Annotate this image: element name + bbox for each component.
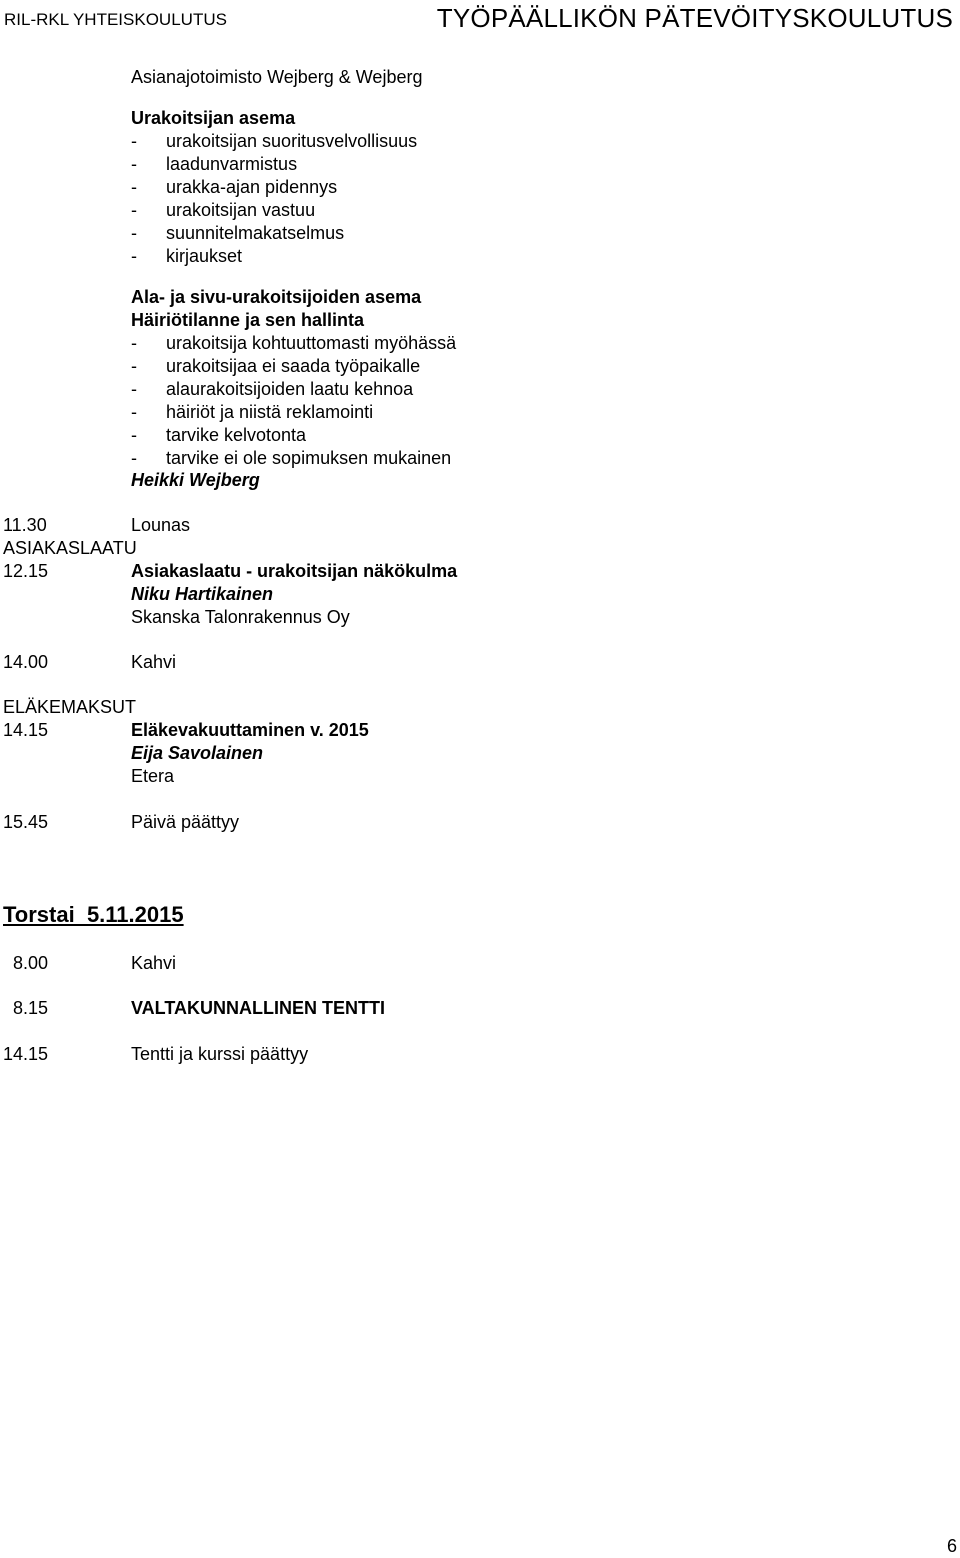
list-dash: - xyxy=(131,356,137,376)
list-dash: - xyxy=(131,448,137,468)
list-dash: - xyxy=(131,333,137,353)
elakemaksut-title: Eläkevakuuttaminen v. 2015 xyxy=(131,720,369,740)
list-dash: - xyxy=(131,379,137,399)
list-item: urakoitsijaa ei saada työpaikalle xyxy=(166,356,421,376)
list-item: suunnitelmakatselmus xyxy=(166,223,345,243)
thursday-label: Kahvi xyxy=(131,953,177,973)
list-dash: - xyxy=(131,246,137,266)
elakemaksut-time: 14.15 xyxy=(3,720,49,740)
org-wejberg: Asianajotoimisto Wejberg & Wejberg xyxy=(131,67,423,87)
list-dash: - xyxy=(131,425,137,445)
dayend-time: 15.45 xyxy=(3,812,49,832)
speaker-hartikainen: Niku Hartikainen xyxy=(131,584,274,604)
list-dash: - xyxy=(131,200,137,220)
section2-title1: Ala- ja sivu-urakoitsijoiden asema xyxy=(131,287,422,307)
list-item: tarvike kelvotonta xyxy=(166,425,307,445)
thursday-time: 8.15 xyxy=(13,998,49,1018)
thursday-time: 8.00 xyxy=(13,953,49,973)
org-skanska: Skanska Talonrakennus Oy xyxy=(131,607,350,627)
thursday-time: 14.15 xyxy=(3,1044,49,1064)
list-dash: - xyxy=(131,131,137,151)
list-item: kirjaukset xyxy=(166,246,243,266)
header-left: RIL-RKL YHTEISKOULUTUS xyxy=(4,10,227,29)
speaker-savolainen: Eija Savolainen xyxy=(131,743,264,763)
thursday-heading: Torstai 5.11.2015 xyxy=(3,902,184,927)
lunch-label: Lounas xyxy=(131,515,191,535)
org-etera: Etera xyxy=(131,766,175,786)
coffee-time: 14.00 xyxy=(3,652,49,672)
dayend-label: Päivä päättyy xyxy=(131,812,240,832)
list-dash: - xyxy=(131,154,137,174)
thursday-label: Tentti ja kurssi päättyy xyxy=(131,1044,309,1064)
asiakaslaatu-time: 12.15 xyxy=(3,561,49,581)
section1-title: Urakoitsijan asema xyxy=(131,108,296,128)
asiakaslaatu-title: Asiakaslaatu - urakoitsijan näkökulma xyxy=(131,561,458,581)
coffee-label: Kahvi xyxy=(131,652,177,672)
header-right: TYÖPÄÄLLIKÖN PÄTEVÖITYSKOULUTUS xyxy=(436,3,953,33)
list-item: laadunvarmistus xyxy=(166,154,298,174)
list-item: urakoitsija kohtuuttomasti myöhässä xyxy=(166,333,457,353)
list-item: tarvike ei ole sopimuksen mukainen xyxy=(166,448,452,468)
lunch-time: 11.30 xyxy=(3,515,47,535)
list-item: urakka-ajan pidennys xyxy=(166,177,338,197)
list-item: urakoitsijan suoritusvelvollisuus xyxy=(166,131,418,151)
list-item: häiriöt ja niistä reklamointi xyxy=(166,402,374,422)
page-number: 6 xyxy=(946,1536,957,1556)
list-item: alaurakoitsijoiden laatu kehnoa xyxy=(166,379,414,399)
section2-title2: Häiriötilanne ja sen hallinta xyxy=(131,310,365,330)
asiakaslaatu-heading: ASIAKASLAATU xyxy=(3,538,137,558)
thursday-label: VALTAKUNNALLINEN TENTTI xyxy=(131,998,385,1018)
list-dash: - xyxy=(131,402,137,422)
list-dash: - xyxy=(131,223,137,243)
list-dash: - xyxy=(131,177,137,197)
list-item: urakoitsijan vastuu xyxy=(166,200,316,220)
elakemaksut-heading: ELÄKEMAKSUT xyxy=(3,697,137,717)
speaker-wejberg: Heikki Wejberg xyxy=(131,470,260,490)
